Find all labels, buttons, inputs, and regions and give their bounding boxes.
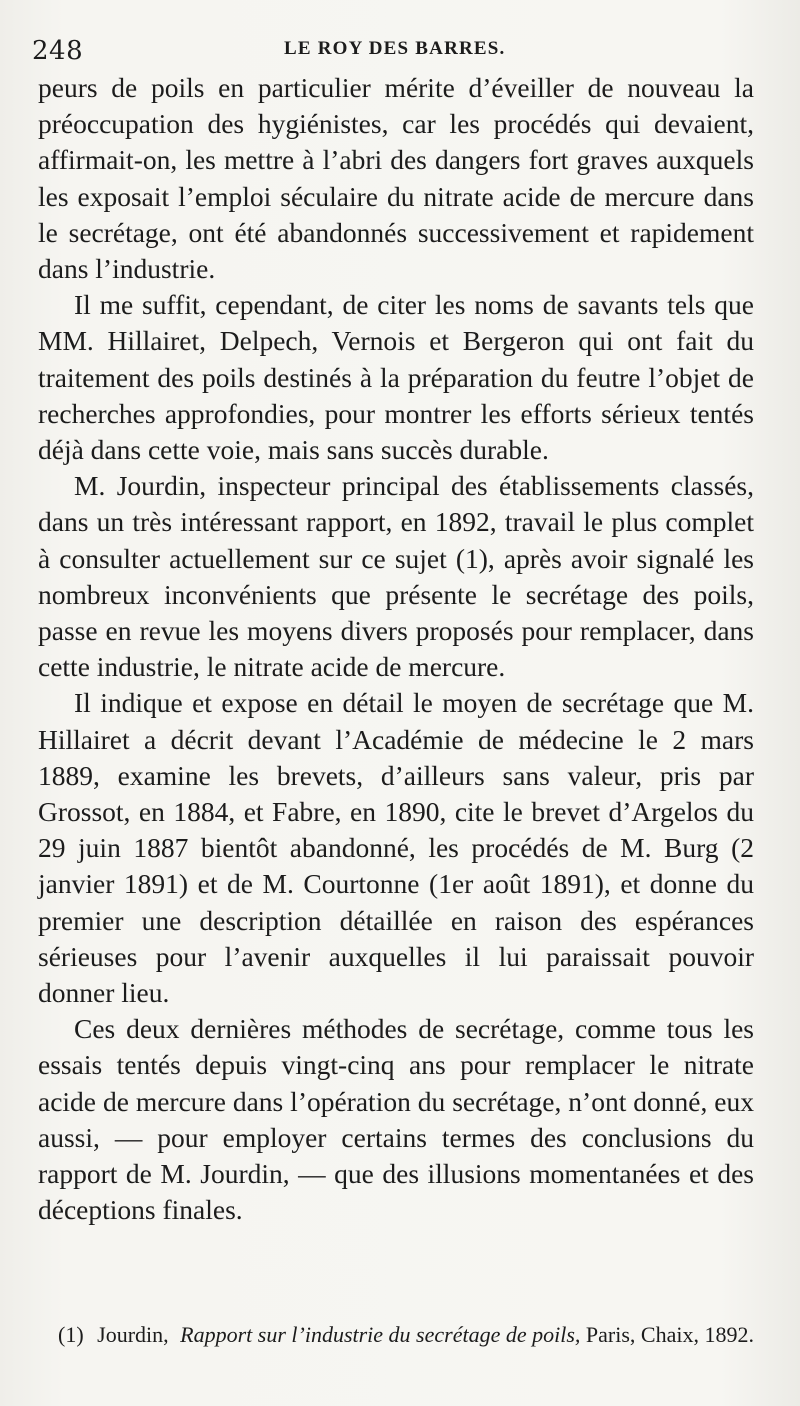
paragraph: peurs de poils en particulier mérite d’éveiller de nouveau la préoccupation des hygiénistes, car les procédés qui devaient, affirmait-on, les mettre à l’abri des dangers fort graves auxquels les exposait l’emploi séculaire du nitrate acide de mercure dans le secrétage, ont été abandonnés successivement et rapidement dans l’industrie. — [38, 72, 754, 285]
paragraph: Il me suffit, cependant, de citer les noms de savants tels que MM. Hillairet, Delpech, Vernois et Bergeron qui ont fait du traitement des poils destinés à la préparation du feutre l’objet de recherches approfondies, pour montrer les efforts sérieux tentés déjà dans cette voie, mais sans succès durable. — [38, 289, 754, 466]
running-title: LE ROY DES BARRES. — [284, 38, 506, 59]
page-header — [32, 30, 732, 66]
footnote-title: Rapport sur l’industrie du secrétage de poils, — [180, 1322, 581, 1347]
paragraph: M. Jourdin, inspecteur principal des établissements classés, dans un très intéressant rapport, en 1892, travail le plus complet à consulter actuellement sur ce sujet (1), après avoir signalé les nombreux inconvénients que présente le secrétage des poils, passe en revue les moyens divers proposés pour remplacer, dans cette industrie, le nitrate acide de mercure. — [38, 470, 754, 683]
footnote-marker: (1) — [58, 1322, 84, 1347]
paragraph: Ces deux dernières méthodes de secrétage, comme tous les essais tentés depuis vingt-cinq ans pour remplacer le nitrate acide de mercure dans l’opération du secrétage, n’ont donné, eux aussi, — pour employer certains termes des conclusions du rapport de M. Jourdin, — que des illusions momentanées et des déceptions finales. — [38, 1013, 754, 1226]
footnote-publisher: Paris, Chaix, 1892. — [585, 1322, 754, 1347]
body-text — [38, 70, 754, 1229]
footnote — [58, 1322, 758, 1348]
paragraph: Il indique et expose en détail le moyen de secrétage que M. Hillairet a décrit devant l’Académie de médecine le 2 mars 1889, examine les brevets, d’ailleurs sans valeur, pris par Grossot, en 1884, et Fabre, en 1890, cite le brevet d’Argelos du 29 juin 1887 bientôt abandonné, les procédés de M. Burg (2 janvier 1891) et de M. Courtonne (1er août 1891), et donne du premier une description détaillée en raison des espérances sérieuses pour l’avenir auxquelles il lui paraissait pouvoir donner lieu. — [38, 687, 754, 1009]
page-number: 248 — [32, 36, 84, 66]
footnote-author: Jourdin, — [97, 1322, 169, 1347]
